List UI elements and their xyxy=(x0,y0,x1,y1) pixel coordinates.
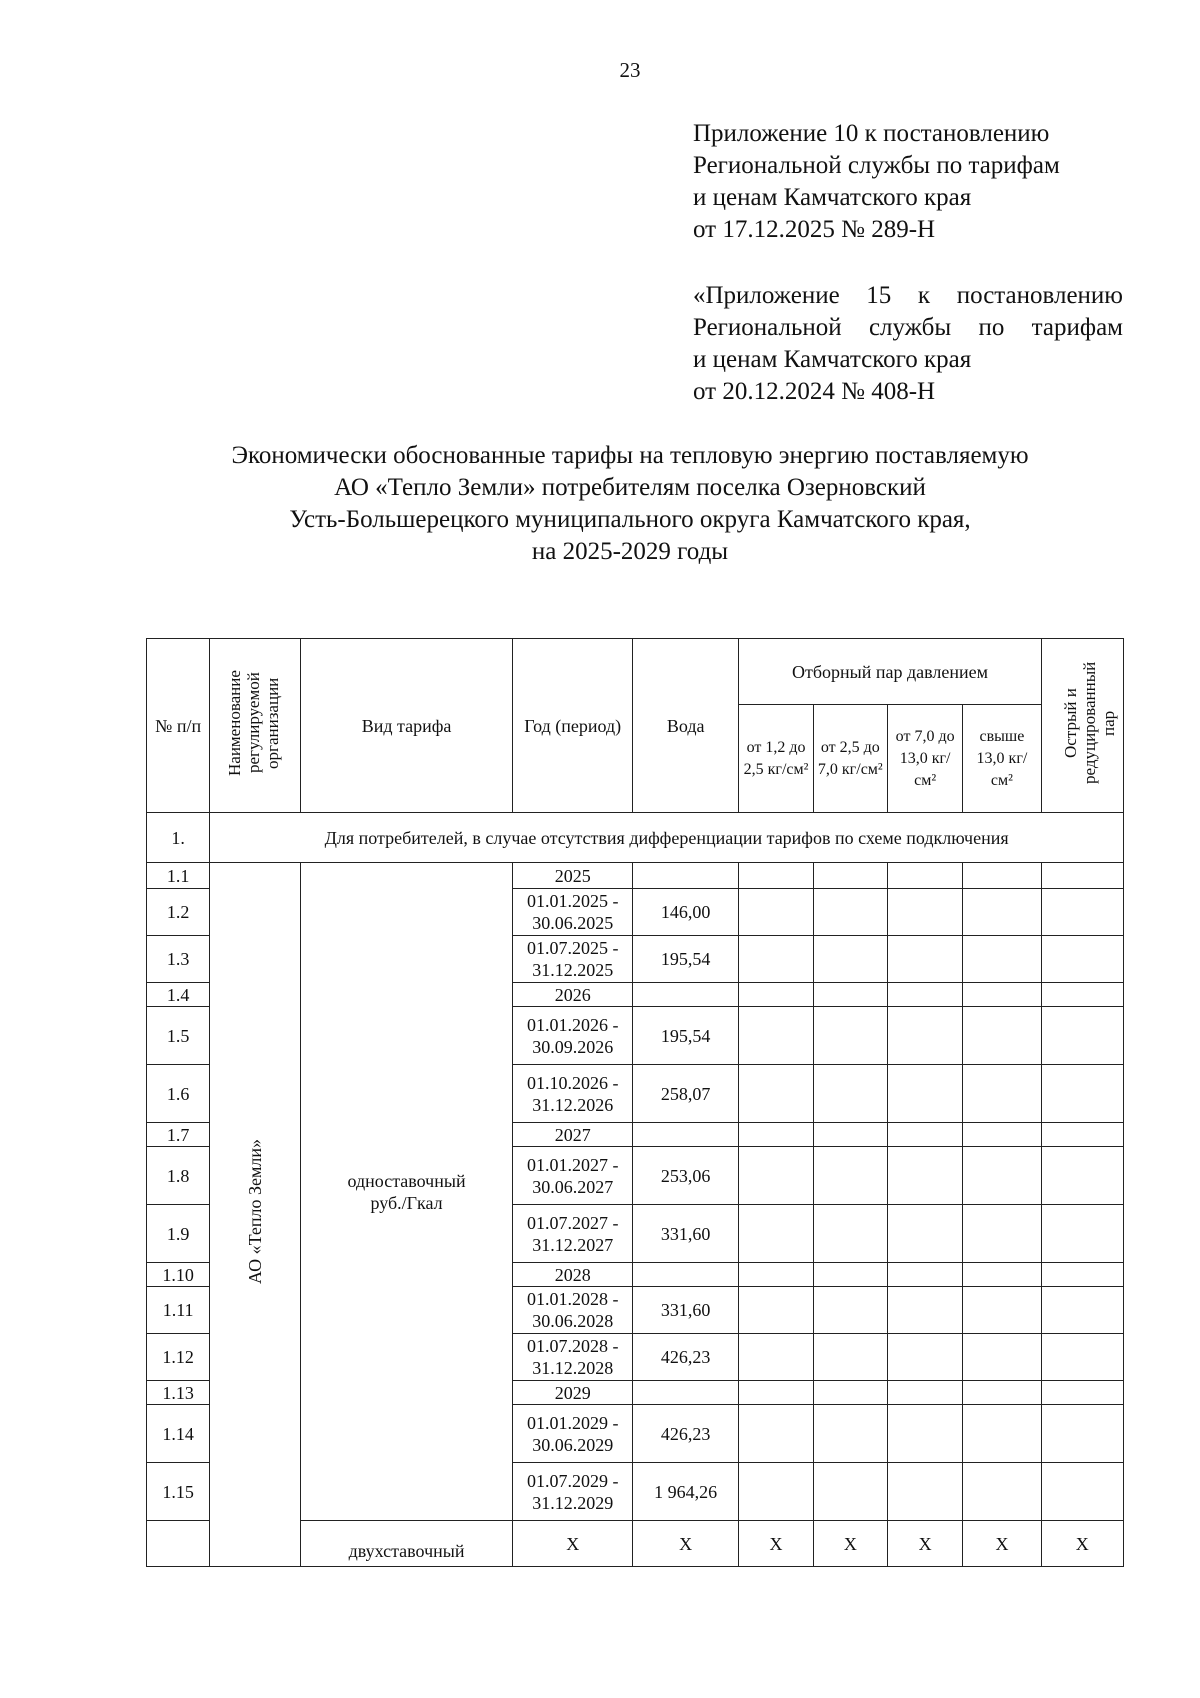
row-period: 01.01.2025 - 30.06.2025 xyxy=(513,889,632,936)
appendix-line: «Приложение 15 к постановлению xyxy=(693,282,1123,309)
row-empty-cell xyxy=(963,1334,1041,1381)
row-num: 1.4 xyxy=(147,983,210,1007)
row-num: 1.14 xyxy=(147,1405,210,1463)
row-empty-cell xyxy=(887,863,962,889)
organization-name: АО «Тепло Земли» xyxy=(244,1139,265,1285)
row-empty-cell xyxy=(739,936,813,983)
title-line: на 2025-2029 годы xyxy=(531,538,729,565)
row-empty-cell xyxy=(739,1065,813,1123)
row-empty-cell xyxy=(963,1147,1041,1205)
row-empty-cell xyxy=(963,889,1041,936)
row-empty-cell xyxy=(813,983,887,1007)
appendix-line: Региональной службы по тарифам xyxy=(693,314,1123,341)
row-empty-cell xyxy=(887,889,962,936)
row-period: 2025 xyxy=(513,863,632,889)
row-num: 1.6 xyxy=(147,1065,210,1123)
header-steam-4: свыше 13,0 кг/см² xyxy=(963,705,1041,813)
row-empty-cell xyxy=(739,1405,813,1463)
row-water-value xyxy=(632,1381,738,1405)
title-line: Экономически обоснованные тарифы на тепловую энергию поставляемую xyxy=(231,442,1029,469)
row-empty-cell xyxy=(739,1205,813,1263)
row-empty-cell xyxy=(1041,983,1123,1007)
table-row xyxy=(147,863,1124,889)
row-empty-cell xyxy=(963,1381,1041,1405)
row-num: 1.3 xyxy=(147,936,210,983)
row-water-value: 426,23 xyxy=(632,1405,738,1463)
row-num: 1.13 xyxy=(147,1381,210,1405)
row-water-value: 331,60 xyxy=(632,1287,738,1334)
row-empty-cell xyxy=(1041,1405,1123,1463)
row-period: 2028 xyxy=(513,1263,632,1287)
row-empty-cell xyxy=(813,936,887,983)
appendix-line: Приложение 10 к постановлению xyxy=(693,120,1050,147)
organization-cell xyxy=(210,863,300,1567)
title-line: АО «Тепло Земли» потребителям поселка Озерновский xyxy=(334,474,926,501)
row-empty-cell xyxy=(739,1334,813,1381)
header-water: Вода xyxy=(632,639,738,813)
row-empty-cell xyxy=(813,1334,887,1381)
row-empty-cell xyxy=(739,889,813,936)
row-num: 1.12 xyxy=(147,1334,210,1381)
header-sharp-steam-text: Острый и редуцированный пар xyxy=(1061,661,1119,785)
row-num: 1.11 xyxy=(147,1287,210,1334)
row-empty-cell xyxy=(1041,1334,1123,1381)
row-empty-cell xyxy=(963,863,1041,889)
row-empty-cell xyxy=(739,1463,813,1521)
row-empty-cell xyxy=(963,1205,1041,1263)
row-num: 1.9 xyxy=(147,1205,210,1263)
row-empty-cell xyxy=(887,1263,962,1287)
row-empty-cell xyxy=(813,1065,887,1123)
row-water-value: 146,00 xyxy=(632,889,738,936)
row-empty-cell xyxy=(1041,1287,1123,1334)
header-year: Год (период) xyxy=(513,639,632,813)
row-water-value: 253,06 xyxy=(632,1147,738,1205)
row-empty-cell xyxy=(963,1065,1041,1123)
row-period: 01.07.2029 - 31.12.2029 xyxy=(513,1463,632,1521)
row-water-value: 331,60 xyxy=(632,1205,738,1263)
row-water-value xyxy=(632,863,738,889)
title-line: Усть-Большерецкого муниципального округа Камчатского края, xyxy=(289,506,971,533)
two-rate-value: X xyxy=(1041,1521,1123,1567)
row-empty-cell xyxy=(887,983,962,1007)
row-empty-cell xyxy=(813,1007,887,1065)
row-empty-cell xyxy=(1041,1381,1123,1405)
appendix-line: Региональной службы по тарифам xyxy=(693,152,1060,179)
two-rate-value: X xyxy=(739,1521,813,1567)
tariff-type-two-rate: двухставочный xyxy=(300,1521,513,1567)
row-water-value xyxy=(632,983,738,1007)
header-tariff-type: Вид тарифа xyxy=(300,639,513,813)
row-empty-cell xyxy=(963,1463,1041,1521)
row-period: 01.07.2027 - 31.12.2027 xyxy=(513,1205,632,1263)
row-period: 01.10.2026 - 31.12.2026 xyxy=(513,1065,632,1123)
row-empty-cell xyxy=(887,1287,962,1334)
row-empty-cell xyxy=(813,1405,887,1463)
row-empty-cell xyxy=(739,1007,813,1065)
two-rate-value: X xyxy=(887,1521,962,1567)
row-water-value xyxy=(632,1123,738,1147)
row-period: 01.01.2029 - 30.06.2029 xyxy=(513,1405,632,1463)
row-period: 2029 xyxy=(513,1381,632,1405)
row-num: 1.10 xyxy=(147,1263,210,1287)
row-empty-cell xyxy=(1041,1065,1123,1123)
row-empty-cell xyxy=(813,1381,887,1405)
section-num: 1. xyxy=(147,813,210,863)
row-empty-cell xyxy=(1041,1205,1123,1263)
two-rate-value: X xyxy=(632,1521,738,1567)
row-empty-cell xyxy=(813,1205,887,1263)
appendix-line: и ценам Камчатского края xyxy=(693,346,972,373)
row-period: 2027 xyxy=(513,1123,632,1147)
row-empty-cell xyxy=(1041,1007,1123,1065)
row-empty-cell xyxy=(963,1405,1041,1463)
row-empty-cell xyxy=(1041,889,1123,936)
row-empty-cell xyxy=(813,1263,887,1287)
header-sharp-steam xyxy=(1041,639,1123,813)
row-empty-cell xyxy=(1041,936,1123,983)
document-title xyxy=(140,440,1120,568)
row-empty-cell xyxy=(963,1263,1041,1287)
row-period: 01.07.2028 - 31.12.2028 xyxy=(513,1334,632,1381)
row-empty-cell xyxy=(1041,863,1123,889)
row-num: 1.8 xyxy=(147,1147,210,1205)
appendix-line: и ценам Камчатского края xyxy=(693,184,972,211)
row-empty-cell xyxy=(739,983,813,1007)
row-period: 01.01.2026 - 30.09.2026 xyxy=(513,1007,632,1065)
header-steam-2: от 2,5 до 7,0 кг/см² xyxy=(813,705,887,813)
row-water-value: 258,07 xyxy=(632,1065,738,1123)
section-label: Для потребителей, в случае отсутствия дифференциации тарифов по схеме подключения xyxy=(210,813,1124,863)
appendix-line: от 20.12.2024 № 408-Н xyxy=(693,378,936,405)
tariffs-table xyxy=(146,638,1124,1567)
row-num: 1.15 xyxy=(147,1463,210,1521)
row-empty-cell xyxy=(887,1205,962,1263)
row-num: 1.1 xyxy=(147,863,210,889)
row-empty-cell xyxy=(739,1123,813,1147)
row-empty-cell xyxy=(1041,1263,1123,1287)
header-org-name xyxy=(210,639,300,813)
header-num: № п/п xyxy=(147,639,210,813)
appendix-current-reference xyxy=(693,118,1123,246)
row-empty-cell xyxy=(813,1463,887,1521)
row-empty-cell xyxy=(887,1007,962,1065)
row-empty-cell xyxy=(1041,1123,1123,1147)
row-empty-cell xyxy=(887,1147,962,1205)
row-empty-cell xyxy=(739,1147,813,1205)
row-empty-cell xyxy=(739,1381,813,1405)
page-number: 23 xyxy=(619,58,641,82)
header-org-name-text: Наименование регулируемой организации xyxy=(224,670,282,776)
row-empty-cell xyxy=(813,889,887,936)
row-empty-cell xyxy=(813,863,887,889)
row-empty-cell xyxy=(1041,1147,1123,1205)
row-empty-cell xyxy=(813,1123,887,1147)
two-rate-value: X xyxy=(963,1521,1041,1567)
two-rate-value: X xyxy=(813,1521,887,1567)
row-empty-cell xyxy=(813,1147,887,1205)
row-empty-cell xyxy=(887,1381,962,1405)
row-period: 01.01.2028 - 30.06.2028 xyxy=(513,1287,632,1334)
header-steam-3: от 7,0 до 13,0 кг/см² xyxy=(887,705,962,813)
row-water-value: 1 964,26 xyxy=(632,1463,738,1521)
row-empty-cell xyxy=(887,1334,962,1381)
row-empty-cell xyxy=(887,1065,962,1123)
row-water-value: 195,54 xyxy=(632,936,738,983)
row-empty-cell xyxy=(739,1263,813,1287)
row-empty-cell xyxy=(887,936,962,983)
row-empty-cell xyxy=(813,1287,887,1334)
row-water-value: 426,23 xyxy=(632,1334,738,1381)
row-num: 1.2 xyxy=(147,889,210,936)
row-empty-cell xyxy=(963,1007,1041,1065)
row-empty-cell xyxy=(963,1123,1041,1147)
header-steam-1: от 1,2 до 2,5 кг/см² xyxy=(739,705,813,813)
row-empty-cell xyxy=(1041,1463,1123,1521)
row-period: 01.01.2027 - 30.06.2027 xyxy=(513,1147,632,1205)
row-num xyxy=(147,1521,210,1567)
row-water-value: 195,54 xyxy=(632,1007,738,1065)
row-num: 1.7 xyxy=(147,1123,210,1147)
tariff-type-one-rate: одноставочный руб./Гкал xyxy=(300,863,513,1521)
appendix-original-reference xyxy=(693,280,1123,408)
row-empty-cell xyxy=(963,1287,1041,1334)
row-period: 2026 xyxy=(513,983,632,1007)
row-empty-cell xyxy=(887,1405,962,1463)
header-steam-group: Отборный пар давлением xyxy=(739,639,1041,705)
row-empty-cell xyxy=(963,936,1041,983)
row-empty-cell xyxy=(963,983,1041,1007)
row-empty-cell xyxy=(887,1123,962,1147)
row-empty-cell xyxy=(887,1463,962,1521)
row-period: 01.07.2025 - 31.12.2025 xyxy=(513,936,632,983)
row-num: 1.5 xyxy=(147,1007,210,1065)
appendix-line: от 17.12.2025 № 289-Н xyxy=(693,216,936,243)
row-empty-cell xyxy=(739,1287,813,1334)
two-rate-value: X xyxy=(513,1521,632,1567)
row-water-value xyxy=(632,1263,738,1287)
row-empty-cell xyxy=(739,863,813,889)
